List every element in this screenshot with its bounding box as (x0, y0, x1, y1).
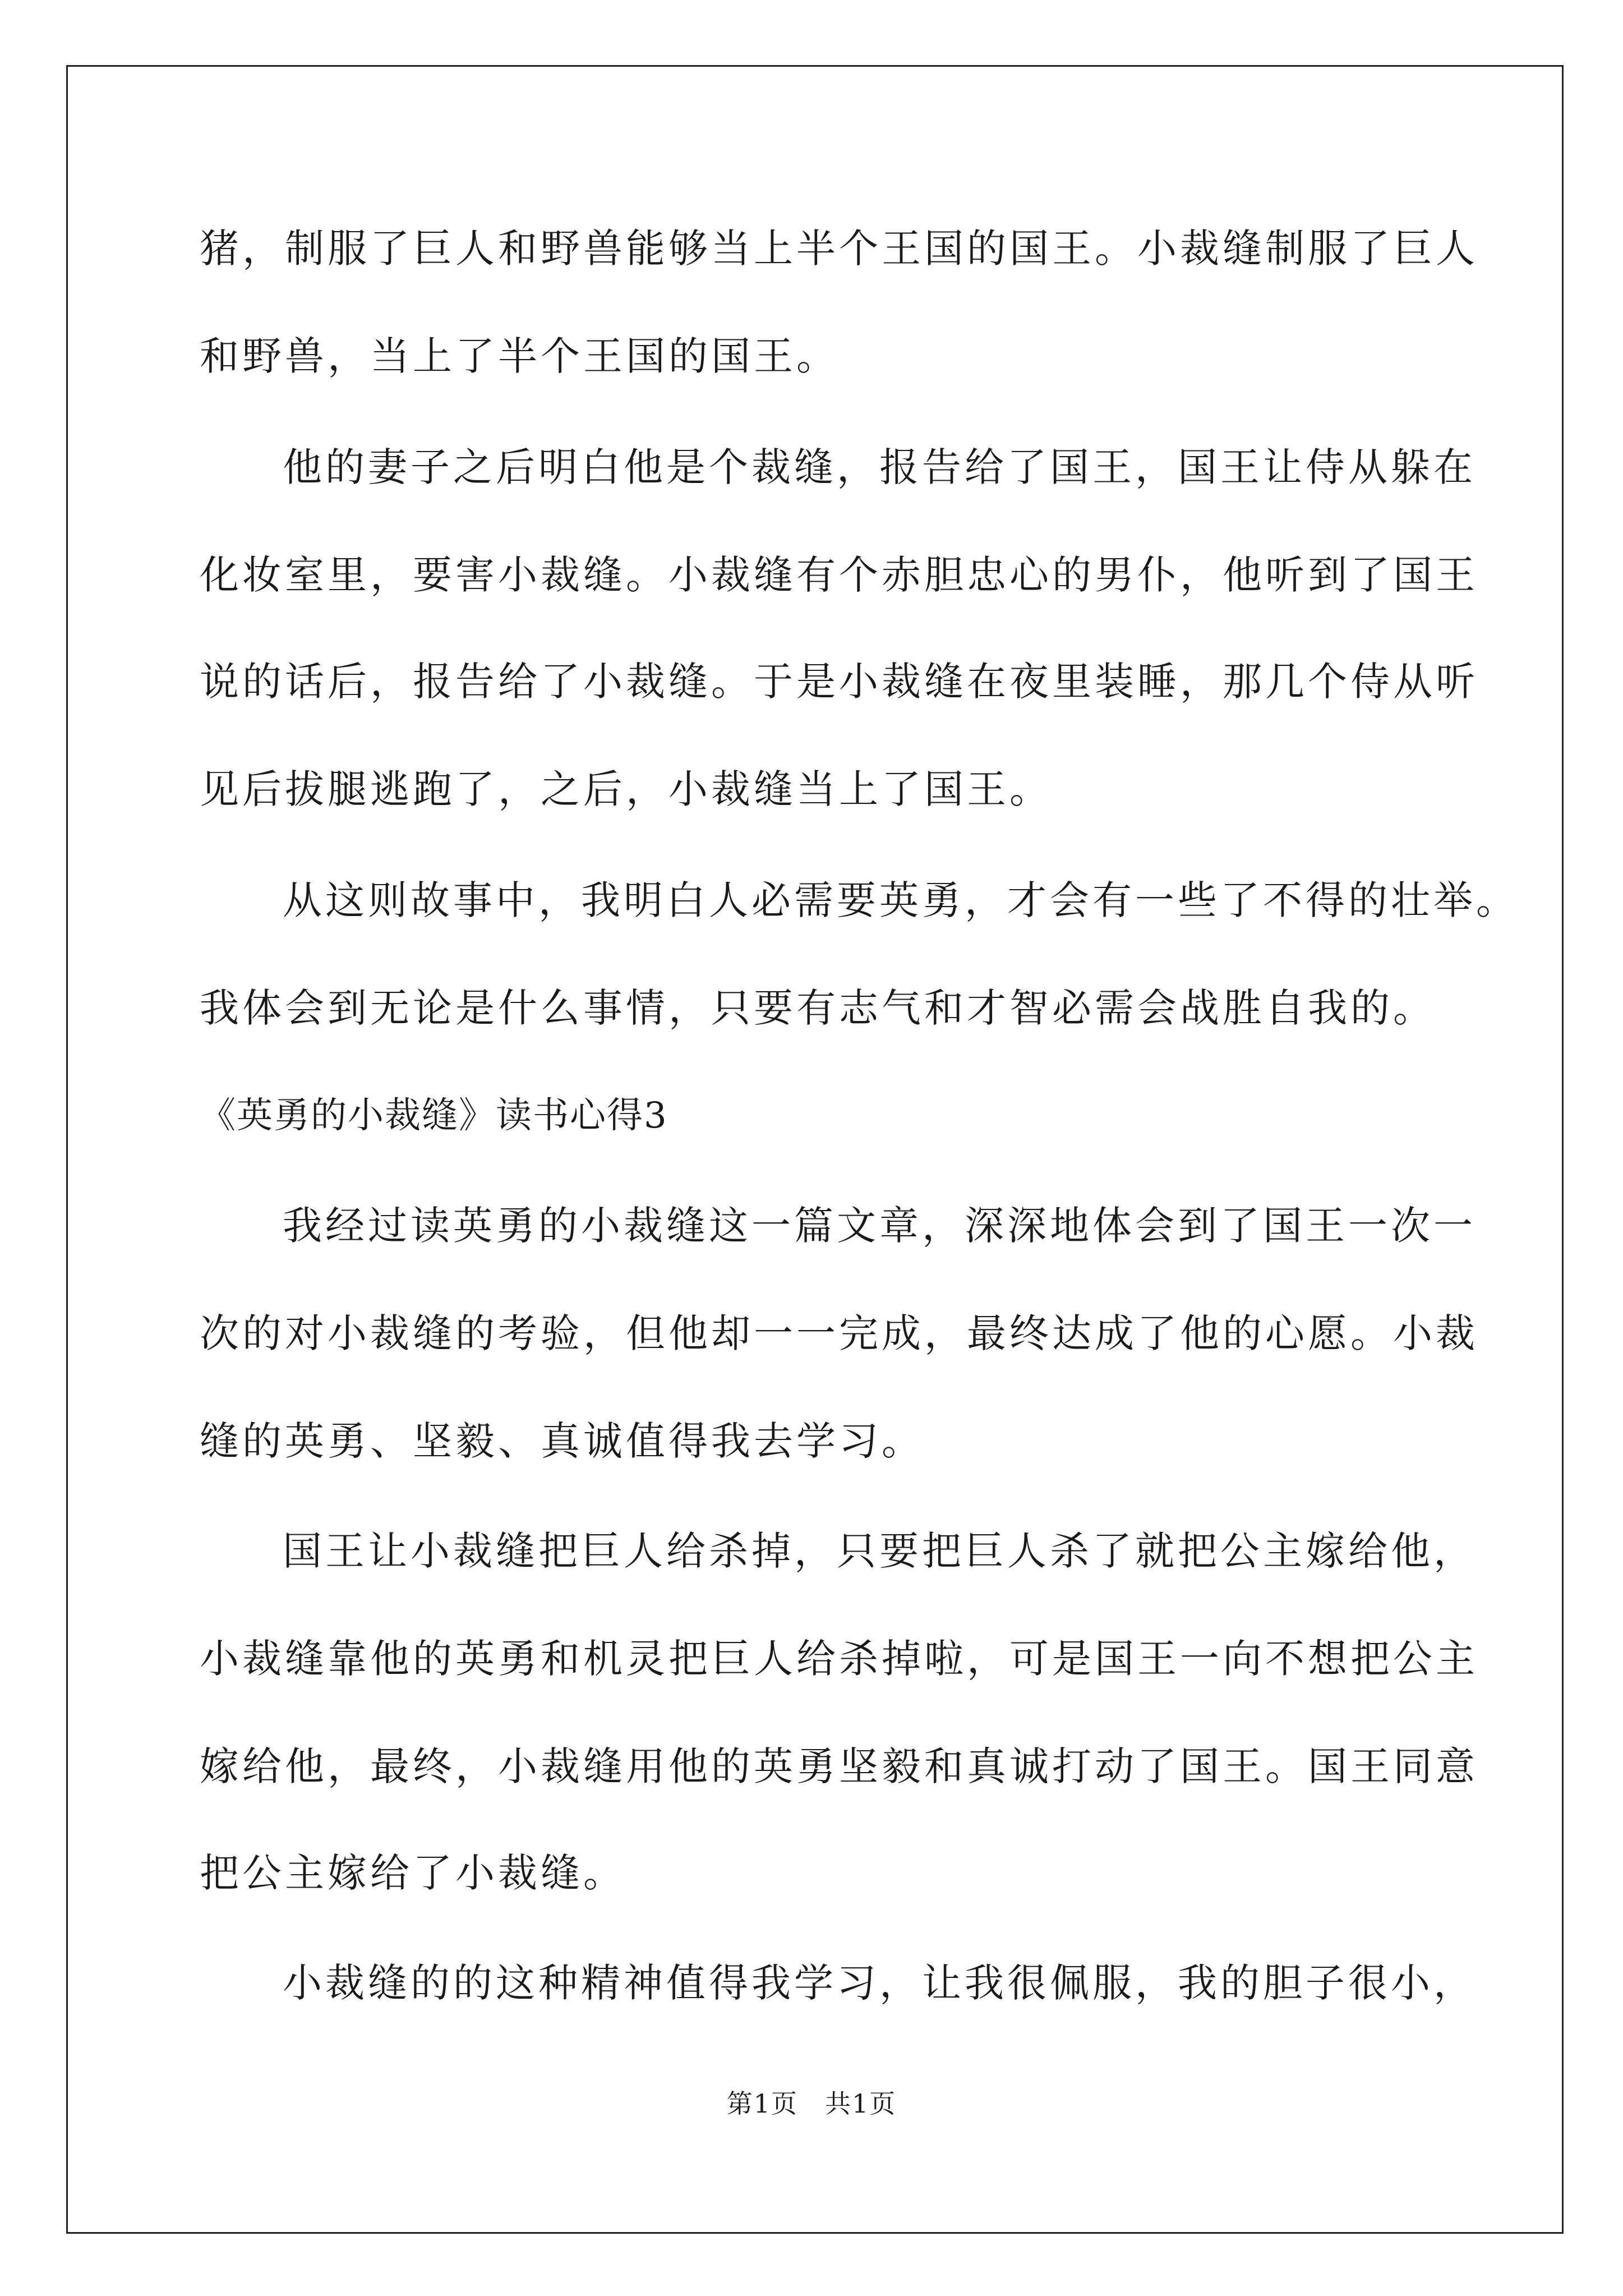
body-line-2: 和野兽，当上了半个王国的国王。 (200, 333, 839, 379)
page-border (66, 65, 1564, 2234)
body-line-10: 我经过读英勇的小裁缝这一篇文章，深深地体会到了国王一次一 (283, 1203, 1476, 1249)
body-line-14: 小裁缝靠他的英勇和机灵把巨人给杀掉啦，可是国王一向不想把公主 (200, 1636, 1478, 1682)
body-line-3: 他的妻子之后明白他是个裁缝，报告给了国王，国王让侍从躲在 (283, 444, 1476, 490)
body-line-5: 说的话后，报告给了小裁缝。于是小裁缝在夜里装睡，那几个侍从听 (200, 659, 1478, 705)
body-line-4: 化妆室里，要害小裁缝。小裁缝有个赤胆忠心的男仆，他听到了国王 (200, 552, 1478, 598)
body-line-1: 猪，制服了巨人和野兽能够当上半个王国的国王。小裁缝制服了巨人 (200, 226, 1478, 272)
body-line-12: 缝的英勇、坚毅、真诚值得我去学习。 (200, 1418, 924, 1464)
body-line-6: 见后拔腿逃跑了，之后，小裁缝当上了国王。 (200, 766, 1052, 812)
section-heading: 《英勇的小裁缝》读书心得3 (200, 1095, 668, 1137)
body-line-15: 嫁给他，最终，小裁缝用他的英勇坚毅和真诚打动了国王。国王同意 (200, 1743, 1478, 1789)
body-line-16: 把公主嫁给了小裁缝。 (200, 1850, 626, 1896)
body-line-17: 小裁缝的的这种精神值得我学习，让我很佩服，我的胆子很小， (283, 1960, 1476, 2006)
page-footer: 第1页 共1页 (726, 2088, 897, 2119)
body-line-11: 次的对小裁缝的考验，但他却一一完成，最终达成了他的心愿。小裁 (200, 1310, 1478, 1356)
body-line-8: 我体会到无论是什么事情，只要有志气和才智必需会战胜自我的。 (200, 985, 1436, 1031)
body-line-7: 从这则故事中，我明白人必需要英勇，才会有一些了不得的壮举。 (283, 877, 1519, 923)
body-line-13: 国王让小裁缝把巨人给杀掉，只要把巨人杀了就把公主嫁给他， (283, 1528, 1476, 1574)
